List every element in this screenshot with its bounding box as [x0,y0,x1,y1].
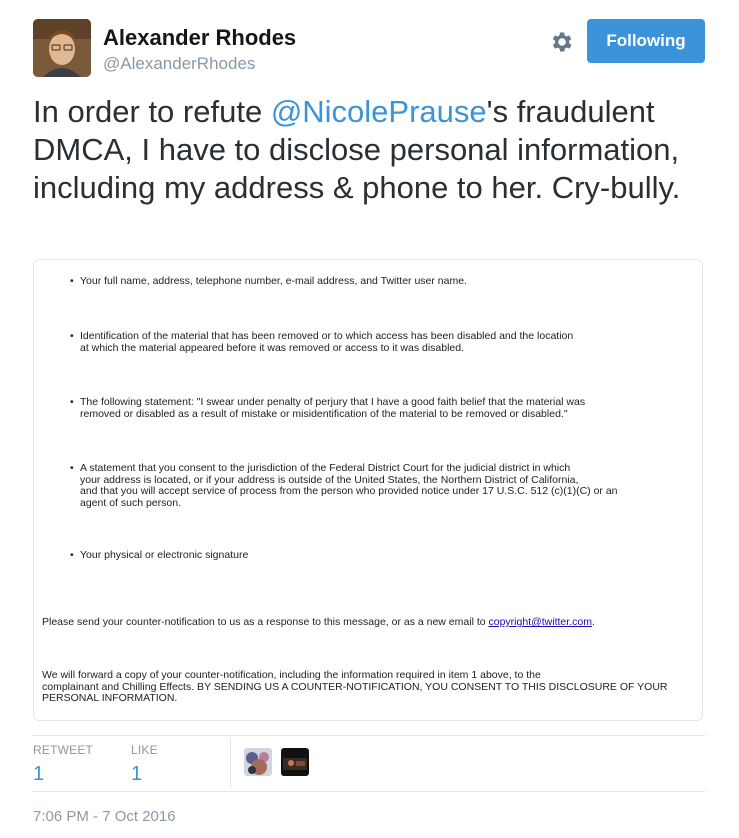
bullet-icon: • [70,549,74,561]
retweet-count[interactable]: 1 [33,763,45,785]
counter-notification-document [34,260,702,720]
tweet-header [33,19,705,79]
author-avatar-photo [33,19,91,77]
author-name[interactable]: Alexander Rhodes [103,25,297,50]
document-bullet-text [80,463,660,509]
document-bullet-text [80,397,660,420]
document-line: PERSONAL INFORMATION. [42,692,178,704]
bullet-icon: • [70,462,74,474]
liker-avatar[interactable] [244,748,272,776]
gear-icon[interactable] [548,29,574,55]
send-instructions-text: Please send your counter-notification to us as a response to this message, or as a new email to [42,616,489,628]
mention-link[interactable]: @NicolePrause [270,94,487,129]
tweet-text-part: 's fraudulent DMCA, I have to disclose personal information, including my address & phone to her. Cry-bully. [33,94,681,205]
retweet-label: RETWEET [33,743,94,757]
document-line: A statement that you consent to the jurisdiction of the Federal District Court for the judicial district in which [80,462,571,474]
like-label: LIKE [131,743,158,757]
bullet-icon: • [70,330,74,342]
bullet-icon: • [70,275,74,287]
following-button[interactable] [587,19,705,63]
document-line: Your full name, address, telephone number, e-mail address, and Twitter user name. [80,275,467,287]
author-handle[interactable]: @AlexanderRhodes [103,54,256,73]
bullet-icon: • [70,396,74,408]
like-stat[interactable] [131,743,158,786]
tweet-text-part: In order to refute [33,94,271,129]
tweet-timestamp[interactable]: 7:06 PM - 7 Oct 2016 [33,808,176,825]
tweet-text [33,93,705,207]
document-bullet-text [80,550,660,562]
document-line: We will forward a copy of your counter-notification, including the information required in item 1 above, to the [42,669,541,681]
liker-avatar-photo [281,748,309,776]
document-line: at which the material appeared before it was removed or access to it was disabled. [80,341,465,354]
divider [230,738,231,788]
document-line: and that you will accept service of process from the person who provided notice under 17 U.S.C. 512 (c)(1)(C) or an [80,485,618,497]
document-bullet-text [80,331,660,354]
send-instructions [42,617,692,629]
liker-avatar[interactable] [281,748,309,776]
document-line: The following statement: "I swear under penalty of perjury that I have a good faith belief that the material was [80,396,586,408]
author-avatar[interactable] [33,19,91,77]
document-line: agent of such person. [80,496,181,509]
document-line: removed or disabled as a result of mistake or misidentification of the material to be removed or disabled." [80,407,568,420]
like-count[interactable]: 1 [131,763,143,785]
divider [33,791,705,792]
following-button-label: Following [606,31,686,50]
attached-image[interactable] [33,259,703,721]
document-bullet-text [80,276,660,288]
document-line: Your physical or electronic signature [80,549,249,561]
copyright-email-link: copyright@twitter.com [488,616,592,628]
document-line: complainant and Chilling Effects. BY SENDING US A COUNTER-NOTIFICATION, YOU CONSENT TO THIS DISCLOSURE OF YOUR [42,680,668,693]
send-instructions-text: . [591,616,595,628]
forward-notice [42,670,692,705]
retweet-stat[interactable] [33,743,93,786]
liker-avatar-photo [244,748,272,776]
divider [33,735,705,736]
document-line: Identification of the material that has been removed or to which access has been disabled and the location [80,330,574,342]
document-line: your address is located, or if your address is outside of the United States, the Northern District of California, [80,473,579,486]
